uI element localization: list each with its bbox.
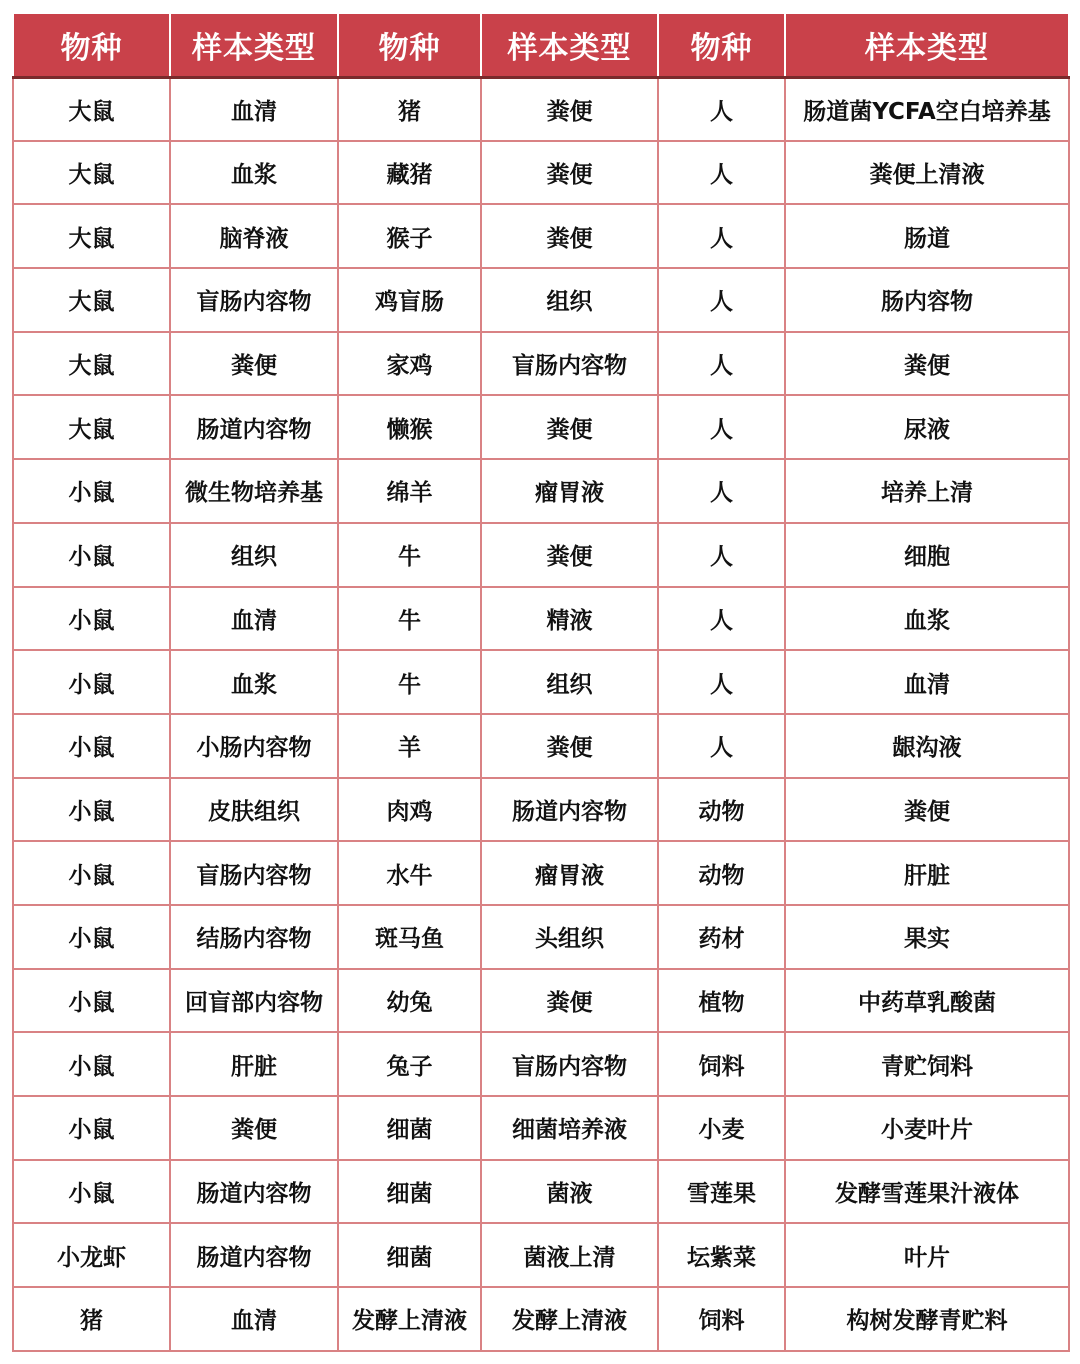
cell-sample-type-3: 青贮饲料 xyxy=(785,1032,1069,1096)
cell-sample-type-1: 皮肤组织 xyxy=(170,778,338,842)
sample-type-table xyxy=(12,12,1070,1352)
cell-sample-type-2: 粪便 xyxy=(481,141,658,205)
cell-sample-type-1: 盲肠内容物 xyxy=(170,268,338,332)
cell-sample-type-1: 血清 xyxy=(170,587,338,651)
cell-sample-type-2: 组织 xyxy=(481,268,658,332)
cell-species-1: 小鼠 xyxy=(13,969,170,1033)
cell-species-2: 牛 xyxy=(338,523,481,587)
cell-species-1: 小鼠 xyxy=(13,1032,170,1096)
table-row xyxy=(13,905,1069,969)
cell-sample-type-1: 微生物培养基 xyxy=(170,459,338,523)
table-row xyxy=(13,778,1069,842)
header-sample-type-1: 样本类型 xyxy=(170,13,338,77)
cell-sample-type-1: 回盲部内容物 xyxy=(170,969,338,1033)
cell-sample-type-1: 血清 xyxy=(170,1287,338,1351)
cell-species-1: 小鼠 xyxy=(13,778,170,842)
cell-species-1: 小鼠 xyxy=(13,905,170,969)
cell-species-1: 大鼠 xyxy=(13,204,170,268)
cell-sample-type-3: 细胞 xyxy=(785,523,1069,587)
cell-species-3: 人 xyxy=(658,332,785,396)
cell-species-3: 雪莲果 xyxy=(658,1160,785,1224)
cell-sample-type-2: 粪便 xyxy=(481,714,658,778)
table-header-row xyxy=(13,13,1069,77)
table-row xyxy=(13,969,1069,1033)
cell-species-2: 水牛 xyxy=(338,841,481,905)
cell-sample-type-3: 粪便 xyxy=(785,332,1069,396)
cell-species-1: 大鼠 xyxy=(13,141,170,205)
cell-species-2: 懒猴 xyxy=(338,395,481,459)
cell-sample-type-1: 肠道内容物 xyxy=(170,395,338,459)
cell-sample-type-3: 果实 xyxy=(785,905,1069,969)
cell-sample-type-3: 发酵雪莲果汁液体 xyxy=(785,1160,1069,1224)
cell-species-3: 人 xyxy=(658,523,785,587)
cell-species-2: 肉鸡 xyxy=(338,778,481,842)
cell-species-1: 小鼠 xyxy=(13,714,170,778)
cell-sample-type-1: 脑脊液 xyxy=(170,204,338,268)
header-species-1: 物种 xyxy=(13,13,170,77)
cell-sample-type-2: 菌液 xyxy=(481,1160,658,1224)
table-row xyxy=(13,204,1069,268)
cell-species-2: 斑马鱼 xyxy=(338,905,481,969)
header-species-2: 物种 xyxy=(338,13,481,77)
cell-species-1: 小龙虾 xyxy=(13,1223,170,1287)
cell-sample-type-3: 尿液 xyxy=(785,395,1069,459)
cell-species-3: 植物 xyxy=(658,969,785,1033)
cell-sample-type-2: 头组织 xyxy=(481,905,658,969)
table-row xyxy=(13,1096,1069,1160)
cell-sample-type-2: 发酵上清液 xyxy=(481,1287,658,1351)
cell-sample-type-2: 盲肠内容物 xyxy=(481,1032,658,1096)
cell-species-3: 药材 xyxy=(658,905,785,969)
table-row xyxy=(13,841,1069,905)
sample-type-table-container xyxy=(12,12,1068,1352)
table-row xyxy=(13,587,1069,651)
cell-sample-type-1: 粪便 xyxy=(170,1096,338,1160)
cell-species-3: 饲料 xyxy=(658,1032,785,1096)
cell-sample-type-2: 肠道内容物 xyxy=(481,778,658,842)
cell-sample-type-1: 结肠内容物 xyxy=(170,905,338,969)
cell-species-2: 细菌 xyxy=(338,1223,481,1287)
cell-sample-type-2: 瘤胃液 xyxy=(481,459,658,523)
cell-sample-type-2: 组织 xyxy=(481,650,658,714)
cell-species-1: 小鼠 xyxy=(13,1096,170,1160)
cell-species-2: 兔子 xyxy=(338,1032,481,1096)
cell-sample-type-2: 粪便 xyxy=(481,395,658,459)
cell-species-1: 小鼠 xyxy=(13,841,170,905)
cell-species-1: 大鼠 xyxy=(13,395,170,459)
cell-sample-type-2: 粪便 xyxy=(481,969,658,1033)
table-row xyxy=(13,1032,1069,1096)
cell-sample-type-2: 粪便 xyxy=(481,523,658,587)
cell-species-3: 人 xyxy=(658,587,785,651)
cell-sample-type-3: 龈沟液 xyxy=(785,714,1069,778)
cell-species-2: 发酵上清液 xyxy=(338,1287,481,1351)
cell-sample-type-3: 血清 xyxy=(785,650,1069,714)
cell-sample-type-3: 构树发酵青贮料 xyxy=(785,1287,1069,1351)
cell-species-2: 牛 xyxy=(338,587,481,651)
cell-sample-type-2: 瘤胃液 xyxy=(481,841,658,905)
cell-sample-type-1: 小肠内容物 xyxy=(170,714,338,778)
cell-species-2: 猴子 xyxy=(338,204,481,268)
cell-species-1: 小鼠 xyxy=(13,459,170,523)
table-row xyxy=(13,395,1069,459)
cell-sample-type-1: 组织 xyxy=(170,523,338,587)
cell-sample-type-3: 血浆 xyxy=(785,587,1069,651)
cell-species-3: 人 xyxy=(658,141,785,205)
cell-species-3: 小麦 xyxy=(658,1096,785,1160)
header-sample-type-3: 样本类型 xyxy=(785,13,1069,77)
cell-species-1: 猪 xyxy=(13,1287,170,1351)
cell-sample-type-3: 叶片 xyxy=(785,1223,1069,1287)
cell-sample-type-3: 粪便上清液 xyxy=(785,141,1069,205)
cell-species-2: 牛 xyxy=(338,650,481,714)
cell-species-1: 大鼠 xyxy=(13,77,170,141)
cell-sample-type-3: 肠道菌YCFA空白培养基 xyxy=(785,77,1069,141)
cell-sample-type-3: 粪便 xyxy=(785,778,1069,842)
cell-species-1: 大鼠 xyxy=(13,268,170,332)
cell-species-3: 饲料 xyxy=(658,1287,785,1351)
cell-species-2: 藏猪 xyxy=(338,141,481,205)
table-row xyxy=(13,714,1069,778)
cell-sample-type-1: 肝脏 xyxy=(170,1032,338,1096)
cell-sample-type-1: 血清 xyxy=(170,77,338,141)
cell-sample-type-1: 粪便 xyxy=(170,332,338,396)
cell-sample-type-1: 血浆 xyxy=(170,650,338,714)
cell-sample-type-2: 粪便 xyxy=(481,204,658,268)
table-row xyxy=(13,1223,1069,1287)
cell-species-1: 小鼠 xyxy=(13,1160,170,1224)
cell-sample-type-1: 肠道内容物 xyxy=(170,1223,338,1287)
cell-species-3: 动物 xyxy=(658,778,785,842)
cell-sample-type-2: 盲肠内容物 xyxy=(481,332,658,396)
cell-sample-type-2: 菌液上清 xyxy=(481,1223,658,1287)
table-row xyxy=(13,1287,1069,1351)
cell-species-3: 人 xyxy=(658,268,785,332)
cell-species-3: 人 xyxy=(658,395,785,459)
cell-sample-type-3: 培养上清 xyxy=(785,459,1069,523)
cell-sample-type-3: 肠道 xyxy=(785,204,1069,268)
cell-sample-type-1: 血浆 xyxy=(170,141,338,205)
cell-species-3: 人 xyxy=(658,650,785,714)
table-row xyxy=(13,1160,1069,1224)
cell-species-1: 小鼠 xyxy=(13,587,170,651)
cell-sample-type-3: 肝脏 xyxy=(785,841,1069,905)
cell-species-2: 家鸡 xyxy=(338,332,481,396)
cell-species-3: 坛紫菜 xyxy=(658,1223,785,1287)
table-body xyxy=(13,77,1069,1351)
cell-species-3: 动物 xyxy=(658,841,785,905)
table-row xyxy=(13,268,1069,332)
cell-species-3: 人 xyxy=(658,459,785,523)
table-row xyxy=(13,523,1069,587)
table-row xyxy=(13,332,1069,396)
cell-species-2: 羊 xyxy=(338,714,481,778)
cell-species-2: 细菌 xyxy=(338,1096,481,1160)
cell-species-2: 细菌 xyxy=(338,1160,481,1224)
cell-species-2: 猪 xyxy=(338,77,481,141)
cell-species-1: 小鼠 xyxy=(13,523,170,587)
cell-sample-type-3: 小麦叶片 xyxy=(785,1096,1069,1160)
table-row xyxy=(13,141,1069,205)
table-row xyxy=(13,459,1069,523)
cell-species-2: 鸡盲肠 xyxy=(338,268,481,332)
header-sample-type-2: 样本类型 xyxy=(481,13,658,77)
cell-sample-type-1: 肠道内容物 xyxy=(170,1160,338,1224)
header-species-3: 物种 xyxy=(658,13,785,77)
cell-species-2: 绵羊 xyxy=(338,459,481,523)
cell-species-2: 幼兔 xyxy=(338,969,481,1033)
table-row xyxy=(13,77,1069,141)
table-row xyxy=(13,650,1069,714)
cell-sample-type-2: 细菌培养液 xyxy=(481,1096,658,1160)
cell-sample-type-3: 肠内容物 xyxy=(785,268,1069,332)
cell-species-1: 小鼠 xyxy=(13,650,170,714)
cell-sample-type-2: 精液 xyxy=(481,587,658,651)
cell-species-1: 大鼠 xyxy=(13,332,170,396)
cell-species-3: 人 xyxy=(658,204,785,268)
cell-sample-type-3: 中药草乳酸菌 xyxy=(785,969,1069,1033)
cell-species-3: 人 xyxy=(658,77,785,141)
cell-species-3: 人 xyxy=(658,714,785,778)
cell-sample-type-2: 粪便 xyxy=(481,77,658,141)
cell-sample-type-1: 盲肠内容物 xyxy=(170,841,338,905)
